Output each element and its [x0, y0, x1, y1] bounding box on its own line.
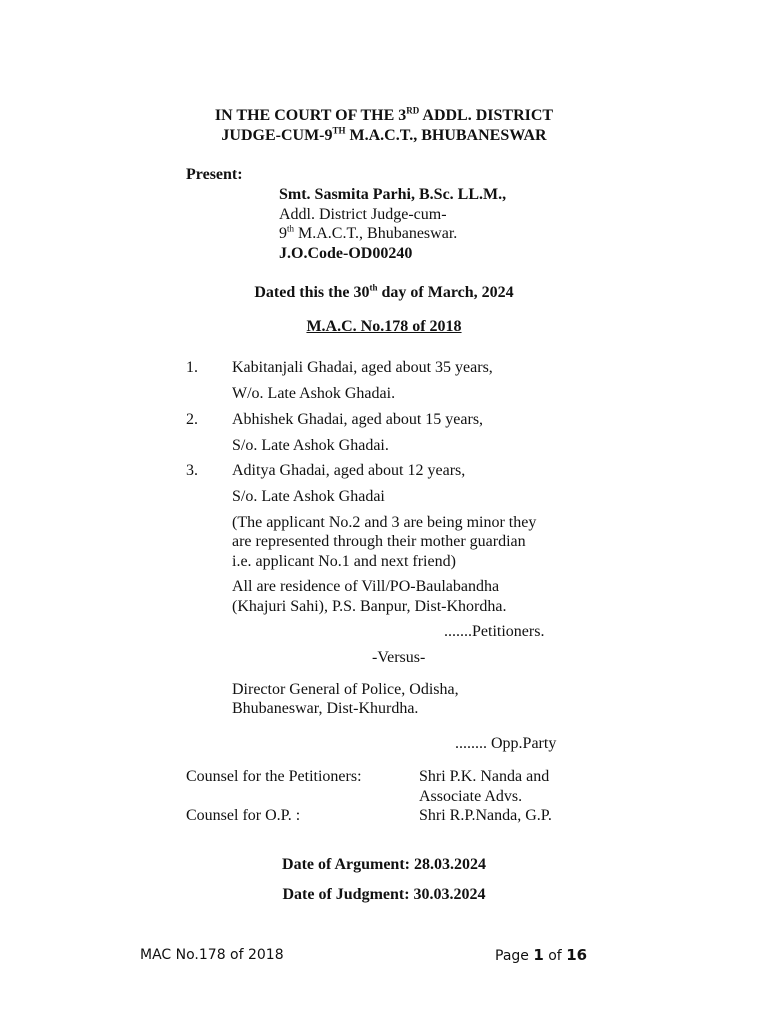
counsel-petitioners-value: Shri P.K. Nanda and — [419, 768, 550, 785]
counsel-op-value: Shri R.P.Nanda, G.P. — [419, 807, 552, 824]
petitioner-2-number: 2. — [186, 411, 198, 428]
dated-line: Dated this the 30th day of March, 2024 — [254, 282, 514, 301]
petitioner-2-name: Abhishek Ghadai, aged about 15 years, — [232, 411, 484, 428]
petitioner-1-name: Kabitanjali Ghadai, aged about 35 years, — [232, 359, 493, 376]
petitioner-2-relation: S/o. Late Ashok Ghadai. — [232, 437, 389, 454]
opp-party-line: Bhubaneswar, Dist-Khurdha. — [232, 700, 419, 717]
residence-line: All are residence of Vill/PO-Baulabandha — [232, 578, 500, 595]
minor-note-line: i.e. applicant No.1 and next friend) — [232, 553, 456, 570]
judge-name: Smt. Sasmita Parhi, B.Sc. LL.M., — [279, 186, 507, 203]
footer-page-number: Page 1 of 16 — [495, 946, 588, 964]
petitioner-3-name: Aditya Ghadai, aged about 12 years, — [232, 462, 466, 479]
counsel-petitioners-label: Counsel for the Petitioners: — [186, 768, 362, 785]
minor-note-line: (The applicant No.2 and 3 are being minor they — [232, 514, 537, 531]
date-of-judgment: Date of Judgment: 30.03.2024 — [282, 886, 486, 903]
petitioner-3-relation: S/o. Late Ashok Ghadai — [232, 488, 385, 505]
opp-party-line: Director General of Police, Odisha, — [232, 681, 459, 698]
date-of-argument: Date of Argument: 28.03.2024 — [282, 856, 486, 873]
judge-designation-2: 9th M.A.C.T., Bhubaneswar. — [279, 223, 458, 242]
court-heading-line1: IN THE COURT OF THE 3RD ADDL. DISTRICT — [214, 105, 554, 124]
counsel-petitioners-value: Associate Advs. — [419, 788, 523, 805]
petitioners-label: .......Petitioners. — [444, 623, 545, 640]
opp-party-label: ........ Opp.Party — [455, 735, 557, 752]
footer-case-ref: MAC No.178 of 2018 — [140, 947, 284, 963]
counsel-op-label: Counsel for O.P. : — [186, 807, 301, 824]
petitioner-1-relation: W/o. Late Ashok Ghadai. — [232, 385, 396, 402]
petitioner-3-number: 3. — [186, 462, 198, 479]
versus-label: -Versus- — [372, 649, 426, 666]
judge-designation-1: Addl. District Judge-cum- — [279, 206, 447, 223]
case-number: M.A.C. No.178 of 2018 — [306, 318, 462, 335]
minor-note-line: are represented through their mother guardian — [232, 533, 526, 550]
present-label: Present: — [186, 166, 243, 183]
court-heading-line2: JUDGE-CUM-9TH M.A.C.T., BHUBANESWAR — [221, 125, 547, 144]
jo-code: J.O.Code-OD00240 — [279, 245, 413, 262]
petitioner-1-number: 1. — [186, 359, 198, 376]
residence-line: (Khajuri Sahi), P.S. Banpur, Dist-Khordha. — [232, 598, 507, 615]
